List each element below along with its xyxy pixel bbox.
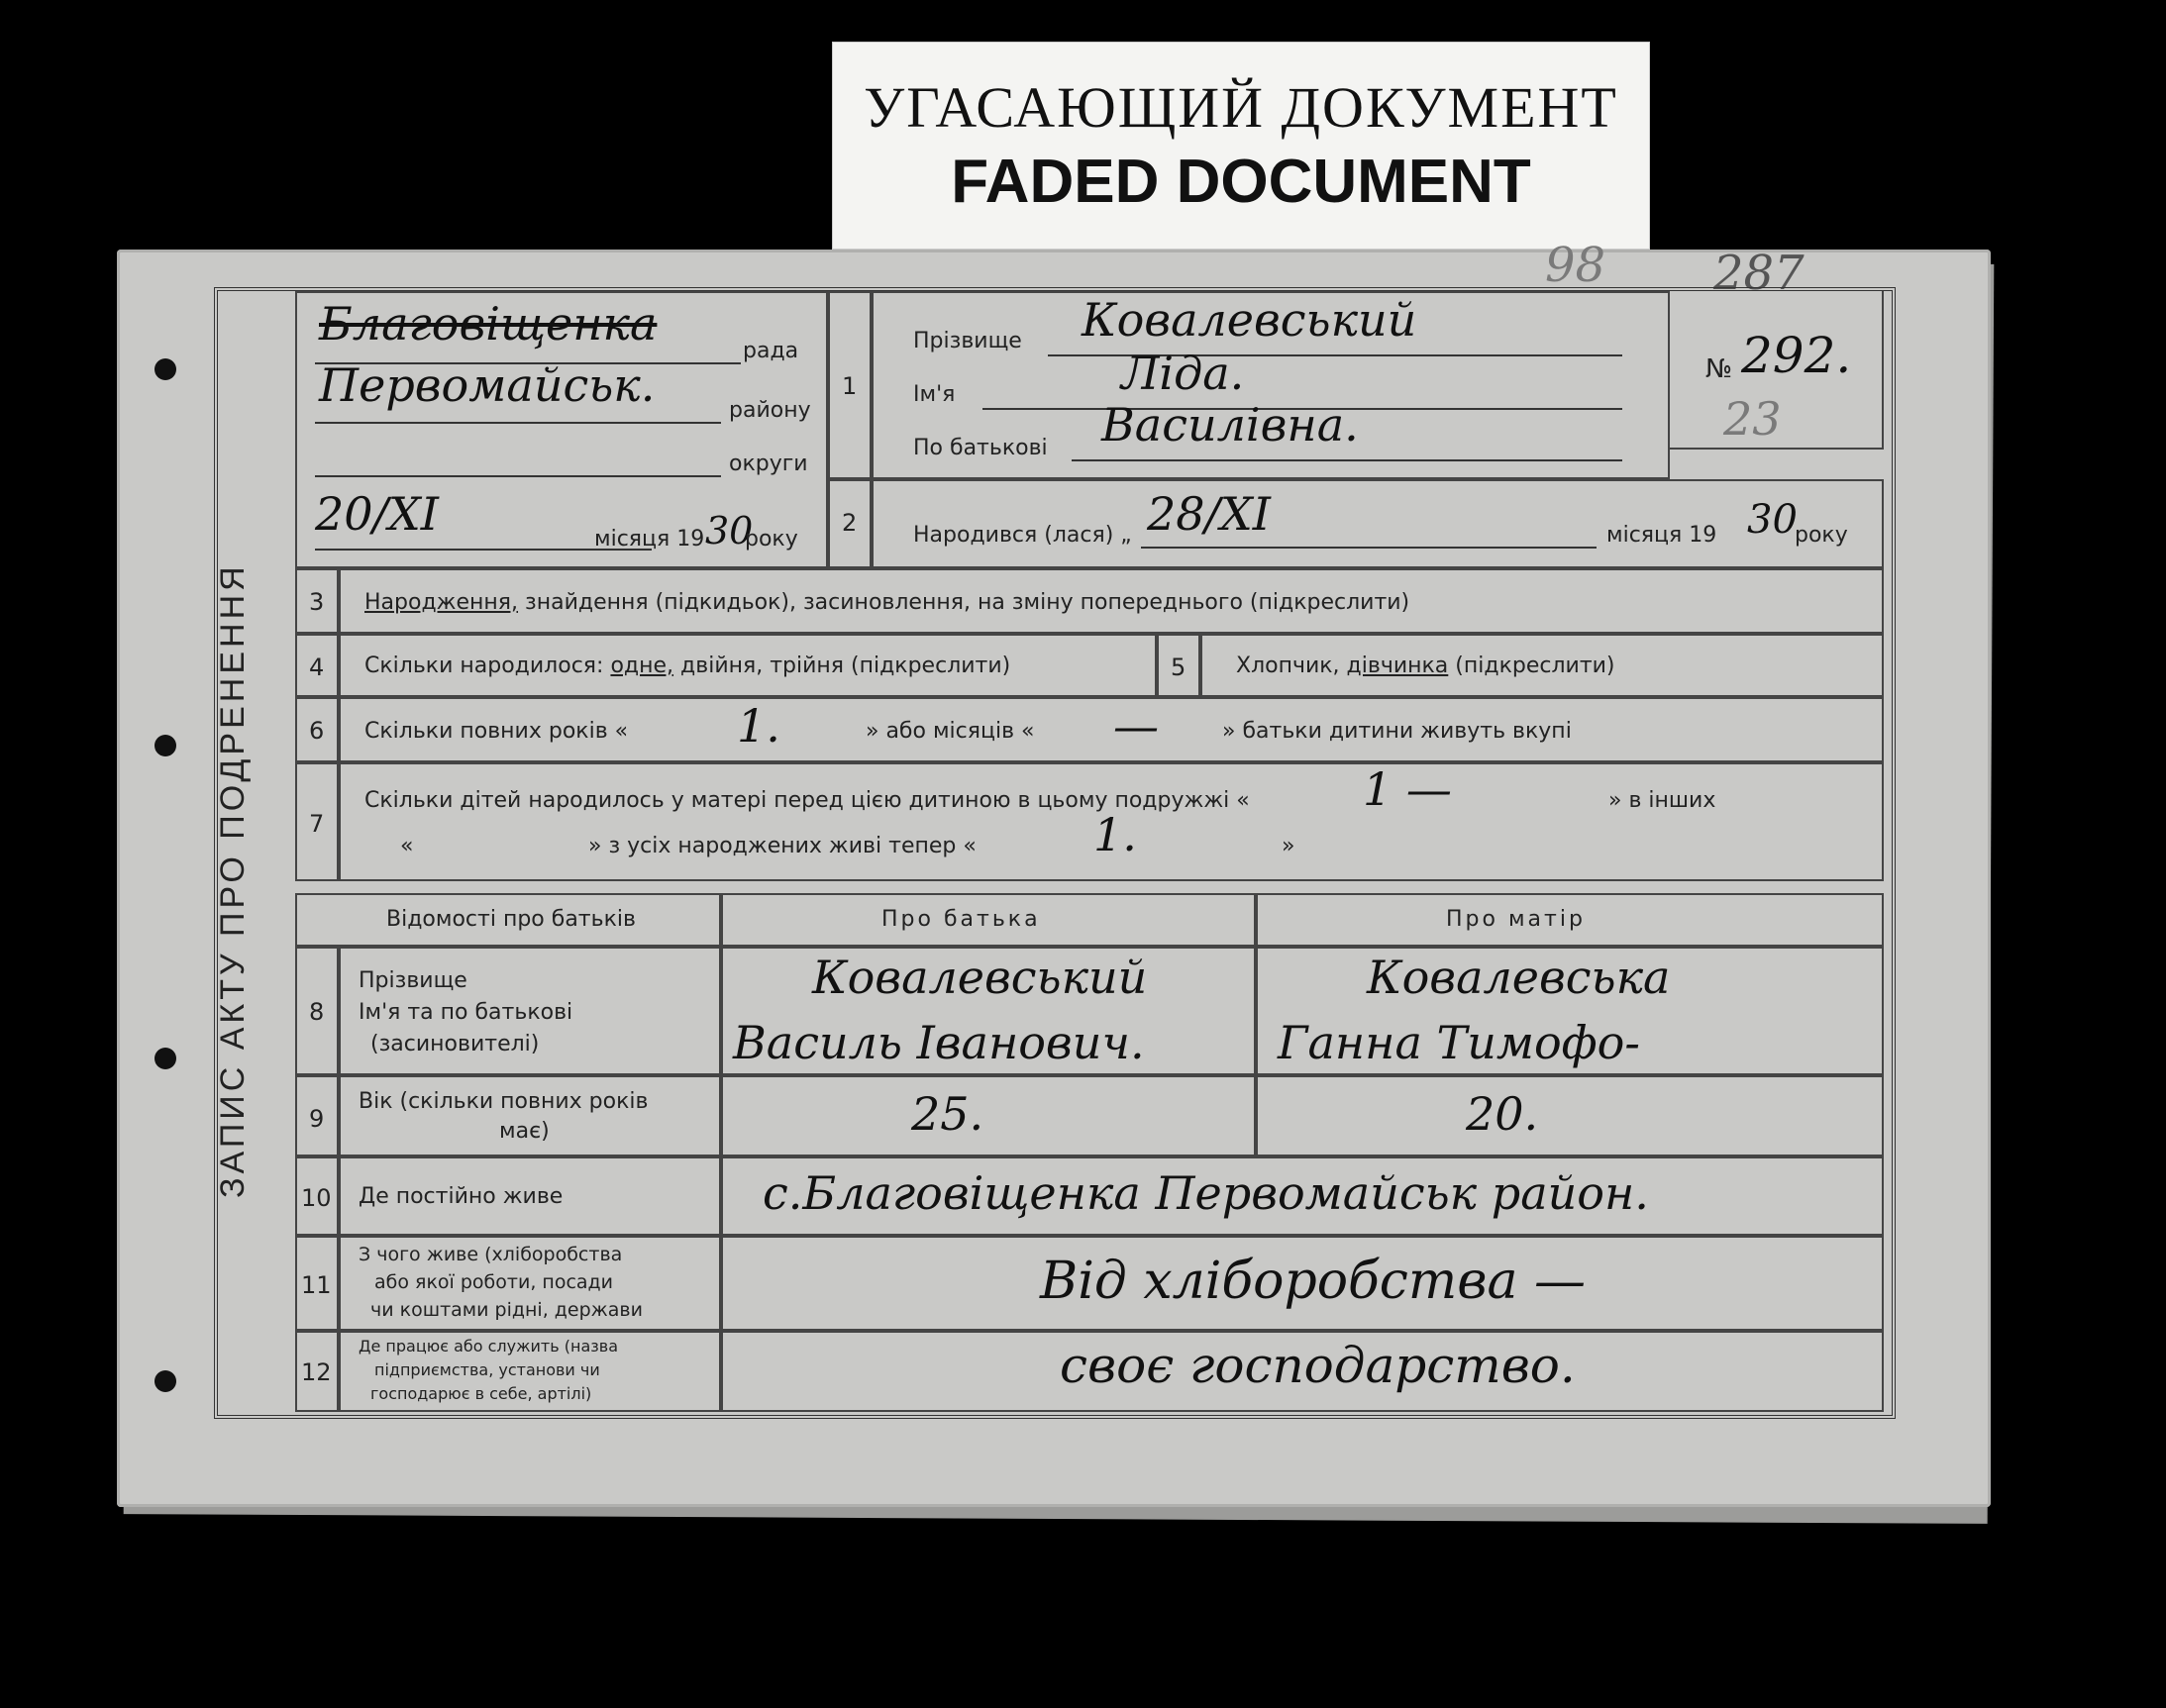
alive-now-value: 1. [1093, 808, 1137, 861]
village-label: рада [743, 339, 799, 363]
village-value: Благовіщенка [319, 297, 658, 351]
livelihood-label-1: З чого живе (хліборобства [359, 1244, 623, 1265]
children-count-options: двійня, трійня (підкреслити) [673, 653, 1011, 678]
livelihood-value-cell [721, 1236, 1884, 1331]
birth-type-text [364, 590, 1409, 615]
registration-year: 30 [705, 509, 754, 553]
row-number: 9 [309, 1105, 325, 1133]
row-number-cell [295, 1156, 339, 1236]
month-label: місяця 19 [594, 527, 705, 552]
parents-col-header [295, 893, 721, 947]
residence-label: Де постійно живе [359, 1184, 564, 1209]
row-number: 5 [1171, 653, 1186, 681]
marriage-duration-row [339, 697, 1884, 762]
faded-document-banner [832, 42, 1650, 250]
father-name-cell [721, 947, 1256, 1075]
residence-value: с.Благовіщенка Первомайськ район. [763, 1166, 1649, 1220]
child-surname: Ковалевський [1082, 293, 1417, 347]
name-label: Ім'я [913, 382, 956, 407]
residence-label-cell [339, 1156, 721, 1236]
pencil-mark: 287 [1713, 246, 1805, 301]
mother-age: 20. [1466, 1087, 1539, 1141]
sex-row [1200, 634, 1884, 697]
living-together-label: » батьки дитини живуть вкупі [1222, 719, 1572, 744]
birth-date-block [872, 479, 1884, 568]
registration-date: 20/XI [315, 487, 439, 541]
banner-ru: УГАСАЮЩИЙ ДОКУМЕНТ [864, 75, 1618, 140]
place-date-block [295, 291, 828, 568]
row-number-cell [295, 762, 339, 881]
born-label: Народився (лася) „ [913, 523, 1132, 548]
workplace-label-2: підприємства, установи чи [374, 1360, 600, 1379]
district-label: району [729, 398, 811, 423]
sex-selected: дівчинка [1346, 653, 1449, 678]
year-label: року [1795, 523, 1848, 548]
row-number-cell [295, 1236, 339, 1331]
birth-type-selected: Народження, [364, 590, 519, 615]
mother-col-header [1256, 893, 1884, 947]
other-marriages-label: » в інших [1608, 788, 1716, 813]
row-number-cell [295, 1331, 339, 1412]
birth-type-options: знайдення (підкидьок), засиновлення, на зміну попереднього (підкреслити) [518, 590, 1410, 615]
punch-hole [155, 358, 176, 380]
child-name: Ліда. [1121, 347, 1245, 400]
father-age: 25. [911, 1087, 984, 1141]
workplace-label-3: господарює в себе, артілі) [370, 1384, 592, 1403]
child-name-block [872, 291, 1670, 479]
row-number-cell [295, 568, 339, 634]
previous-children-row [339, 762, 1884, 881]
workplace-value-cell [721, 1331, 1884, 1412]
row-number: 3 [309, 588, 325, 616]
livelihood-value: Від хліборобства — [1040, 1252, 1587, 1311]
birth-type-row [339, 568, 1884, 634]
month-label: місяця 19 [1606, 523, 1717, 548]
birth-date: 28/XI [1147, 487, 1271, 541]
row-number: 7 [309, 810, 325, 838]
row-number: 8 [309, 998, 325, 1026]
child-patronymic: Василівна. [1101, 398, 1359, 452]
workplace-label-1: Де працює або служить (назва [359, 1337, 619, 1356]
mother-header: Про матір [1446, 907, 1586, 932]
age-label: Вік (скільки повних років [359, 1089, 649, 1114]
row-number: 4 [309, 653, 325, 681]
parents-info-header: Відомості про батьків [386, 907, 636, 932]
birth-year: 30 [1747, 497, 1798, 543]
name-label-cell [339, 947, 721, 1075]
age-label-2: має) [499, 1119, 550, 1144]
quote-mark: » [1282, 834, 1295, 858]
previous-children-value: 1 — [1363, 762, 1452, 816]
months-value: — [1113, 699, 1159, 753]
record-number-cell [1670, 291, 1884, 450]
alive-now-label: » з усіх народжених живі тепер « [588, 834, 977, 858]
sex-note: (підкреслити) [1448, 653, 1615, 678]
residence-value-cell [721, 1156, 1884, 1236]
mother-name: Ганна Тимофо- [1278, 1016, 1640, 1069]
mother-name-cell [1256, 947, 1884, 1075]
banner-en: FADED DOCUMENT [951, 148, 1531, 216]
children-count-selected: одне, [610, 653, 674, 678]
father-col-header [721, 893, 1256, 947]
surname-label: Прізвище [913, 329, 1022, 353]
surname-label: Прізвище [359, 968, 467, 993]
sex-text [1236, 653, 1615, 678]
row-number-cell [295, 1075, 339, 1156]
years-label: Скільки повних років « [364, 719, 629, 744]
row-number: 11 [301, 1271, 332, 1299]
sex-label: Хлопчик, [1236, 653, 1347, 678]
name-patronymic-label: Ім'я та по батькові [359, 1000, 573, 1025]
okrug-label: округи [729, 452, 808, 476]
row-number-cell [295, 634, 339, 697]
punch-hole [155, 1370, 176, 1392]
children-count-text [364, 653, 1010, 678]
patronymic-label: По батькові [913, 436, 1048, 460]
years-value: 1. [737, 699, 780, 753]
row-number: 2 [842, 509, 858, 537]
record-form [214, 287, 1896, 1419]
previous-children-label: Скільки дітей народилось у матері перед цією дитиною в цьому подружжі « [364, 788, 1250, 813]
punch-hole [155, 1048, 176, 1069]
age-label-cell [339, 1075, 721, 1156]
children-count-label: Скільки народилося: [364, 653, 611, 678]
row-number-cell [828, 291, 872, 479]
pencil-mark: 98 [1545, 238, 1606, 293]
quote-mark: « [400, 834, 414, 858]
row-number: 1 [842, 372, 858, 400]
livelihood-label-cell [339, 1236, 721, 1331]
year-label: року [745, 527, 798, 552]
livelihood-label-2: або якої роботи, посади [374, 1271, 614, 1293]
workplace-label-cell [339, 1331, 721, 1412]
father-surname: Ковалевський [812, 951, 1148, 1004]
children-count-row [339, 634, 1157, 697]
father-name: Василь Іванович. [733, 1016, 1145, 1069]
father-header: Про батька [881, 907, 1041, 932]
punch-hole [155, 735, 176, 756]
adopters-label: (засиновителі) [370, 1032, 540, 1056]
row-number: 12 [301, 1358, 332, 1386]
mother-surname: Ковалевська [1367, 951, 1671, 1004]
record-number: 292. [1741, 327, 1852, 384]
livelihood-label-3: чи коштами рідні, держави [370, 1299, 643, 1321]
row-number-cell [295, 697, 339, 762]
row-number-cell [828, 479, 872, 568]
row-number-cell [295, 947, 339, 1075]
row-number: 10 [301, 1184, 332, 1212]
row-number-cell [1157, 634, 1200, 697]
side-title: ЗАПИС АКТУ ПРО ПОДРЕНЕННЯ [214, 562, 252, 1198]
record-number-label: № [1705, 354, 1733, 384]
pencil-mark: 23 [1723, 392, 1782, 446]
workplace-value: своє господарство. [1060, 1337, 1576, 1394]
district-value: Первомайськ. [319, 358, 656, 412]
months-label: » або місяців « [866, 719, 1035, 744]
mother-age-cell [1256, 1075, 1884, 1156]
row-number: 6 [309, 717, 325, 745]
father-age-cell [721, 1075, 1256, 1156]
